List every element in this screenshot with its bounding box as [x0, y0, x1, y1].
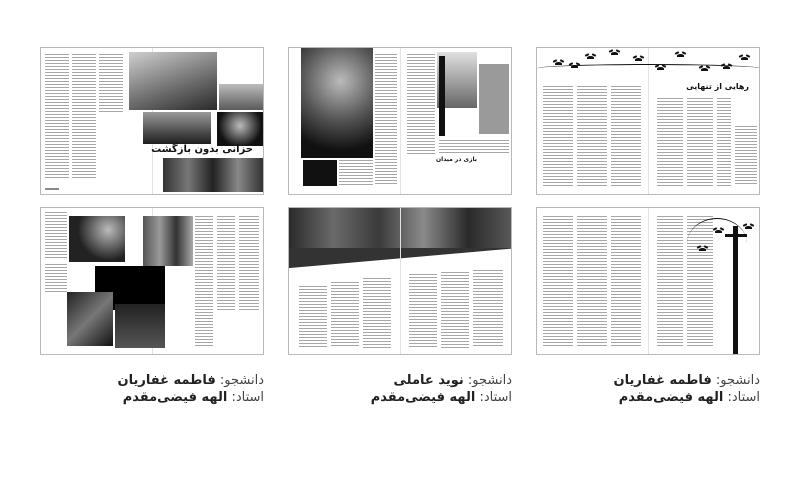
text-column	[99, 54, 123, 114]
text-column	[543, 216, 573, 346]
text-column	[45, 264, 67, 294]
text-column	[409, 274, 437, 348]
text-column	[45, 54, 69, 180]
bird-icon	[699, 248, 706, 251]
bird-icon	[715, 230, 722, 233]
credit-caption-1	[40, 372, 264, 406]
photo-city-buildings	[143, 216, 193, 266]
bird-icon	[657, 67, 664, 70]
text-column	[339, 160, 373, 186]
student-name: فاطمه غفاریان	[117, 373, 216, 388]
text-column	[611, 86, 641, 186]
teacher-label: استاد:	[231, 390, 264, 405]
bird-icon	[723, 66, 730, 69]
spread-headline: بازی در میدان	[436, 156, 477, 163]
photo-crowd	[163, 158, 263, 192]
bird-icon	[571, 65, 578, 68]
photo-group-people	[129, 52, 217, 110]
text-column	[577, 216, 607, 346]
text-column	[195, 216, 213, 346]
teacher-name: الهه فیضی‌مقدم	[122, 390, 228, 405]
text-column	[543, 86, 573, 186]
text-column	[717, 98, 731, 186]
text-column	[577, 86, 607, 186]
student-credit	[40, 372, 264, 389]
teacher-credit	[536, 389, 760, 406]
magazine-spread-4[interactable]	[40, 207, 264, 355]
teacher-name: الهه فیضی‌مقدم	[618, 390, 724, 405]
magazine-spread-1[interactable]	[40, 47, 264, 195]
credit-caption-3	[536, 372, 760, 406]
spread-gutter	[400, 48, 401, 194]
student-label: دانشجو:	[467, 373, 512, 388]
bird-icon	[741, 57, 748, 60]
credit-caption-2	[288, 372, 512, 406]
bird-icon	[611, 52, 618, 55]
text-column	[303, 160, 337, 186]
photo-boat	[143, 112, 211, 144]
teacher-name: الهه فیضی‌مقدم	[370, 390, 476, 405]
student-name: نوید عاملی	[393, 373, 464, 388]
photo-basketball-hoop	[69, 216, 125, 262]
spread-gutter	[648, 208, 649, 354]
text-column	[217, 216, 235, 310]
spread-headline: رهایی از تنهایی	[686, 82, 749, 91]
text-column	[299, 286, 327, 348]
spread-headline-bar	[439, 56, 445, 136]
text-column	[657, 216, 683, 346]
text-column	[375, 54, 397, 186]
photo-grieving	[217, 112, 263, 146]
spread-gutter	[400, 208, 401, 354]
teacher-label: استاد:	[727, 390, 760, 405]
text-column	[407, 54, 435, 154]
text-column	[331, 282, 359, 348]
student-credit	[288, 372, 512, 389]
student-name: فاطمه غفاریان	[613, 373, 712, 388]
bird-icon	[587, 56, 594, 59]
student-credit	[536, 372, 760, 389]
text-column	[473, 270, 503, 348]
magazine-spread-6[interactable]	[536, 207, 760, 355]
bird-icon	[701, 68, 708, 71]
photo-footballers-hug	[301, 48, 373, 158]
magazine-spread-5[interactable]	[288, 207, 512, 355]
text-column	[657, 98, 683, 186]
magazine-spread-3[interactable]	[536, 47, 760, 195]
text-column	[441, 272, 469, 348]
page-folio	[45, 188, 59, 190]
power-line-icon	[687, 218, 747, 269]
magazine-spread-2[interactable]	[288, 47, 512, 195]
teacher-label: استاد:	[479, 390, 512, 405]
text-column	[239, 216, 259, 310]
text-column	[611, 216, 641, 346]
photo-landscape	[219, 84, 263, 110]
text-column	[72, 54, 96, 180]
spread-headline: حزانی بدون بازگشت	[151, 144, 253, 155]
text-column	[687, 98, 713, 186]
bird-icon	[745, 226, 752, 229]
text-column	[363, 278, 391, 348]
text-column	[45, 212, 67, 260]
photo-crowd-dark	[115, 304, 165, 348]
photo-grey-block	[479, 64, 509, 134]
bird-icon	[677, 54, 684, 57]
bird-icon	[555, 62, 562, 65]
student-label: دانشجو:	[715, 373, 760, 388]
teacher-credit	[40, 389, 264, 406]
teacher-credit	[288, 389, 512, 406]
text-column	[735, 126, 757, 186]
bird-icon	[635, 58, 642, 61]
text-column	[439, 140, 509, 154]
student-label: دانشجو:	[219, 373, 264, 388]
photo-players-dunk	[67, 292, 113, 346]
